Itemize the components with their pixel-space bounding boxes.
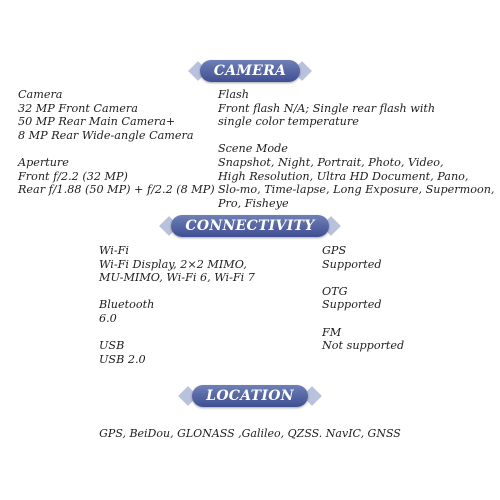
connectivity-section-header [166, 215, 334, 237]
camera-line: 8 MP Rear Wide-angle Camera [18, 128, 194, 142]
location-value: GPS, BeiDou, GLONASS ,Galileo, QZSS. NavIC, GNSS [99, 427, 401, 440]
wifi-line: MU-MIMO, Wi-Fi 6, Wi-Fi 7 [99, 271, 255, 285]
usb-label: USB [99, 339, 125, 353]
flash-label: Flash [218, 88, 249, 101]
flash-line: single color temperature [218, 115, 359, 129]
aperture-label: Aperture [18, 155, 69, 169]
connectivity-left-column [99, 244, 255, 366]
scene-mode-line: High Resolution, Ultra HD Document, Pano, [218, 169, 469, 183]
aperture-line: Rear f/1.88 (50 MP) + f/2.2 (8 MP) [18, 183, 215, 197]
bluetooth-label: Bluetooth [99, 298, 155, 312]
camera-line: 32 MP Front Camera [18, 101, 138, 115]
scene-mode-line: Slo-mo, Time-lapse, Long Exposure, Supermoon, [218, 183, 495, 197]
camera-left-column [18, 88, 215, 197]
gps-value: Supported [322, 257, 382, 271]
scene-mode-line: Snapshot, Night, Portrait, Photo, Video, [218, 155, 444, 169]
connectivity-right-column [322, 244, 404, 353]
scene-mode-label: Scene Mode [218, 142, 288, 156]
wifi-line: Wi-Fi Display, 2×2 MIMO, [99, 257, 247, 271]
usb-value: USB 2.0 [99, 352, 146, 366]
camera-section-header [195, 60, 305, 82]
camera-label: Camera [18, 88, 63, 101]
otg-value: Supported [322, 298, 382, 312]
camera-right-column [218, 88, 494, 210]
bluetooth-value: 6.0 [99, 311, 117, 325]
aperture-line: Front f/2.2 (32 MP) [18, 169, 128, 183]
camera-title: CAMERA [200, 60, 300, 82]
flash-line: Front flash N/A; Single rear flash with [218, 101, 436, 115]
otg-label: OTG [322, 284, 348, 298]
location-section-header [185, 385, 315, 407]
wifi-label: Wi-Fi [99, 244, 130, 257]
scene-mode-line: Pro, Fisheye [218, 196, 289, 210]
camera-line: 50 MP Rear Main Camera+ [18, 115, 176, 129]
fm-value: Not supported [322, 339, 405, 353]
connectivity-title: CONNECTIVITY [171, 215, 328, 237]
gps-label: GPS [322, 244, 347, 257]
fm-label: FM [322, 325, 342, 339]
location-title: LOCATION [192, 385, 308, 407]
